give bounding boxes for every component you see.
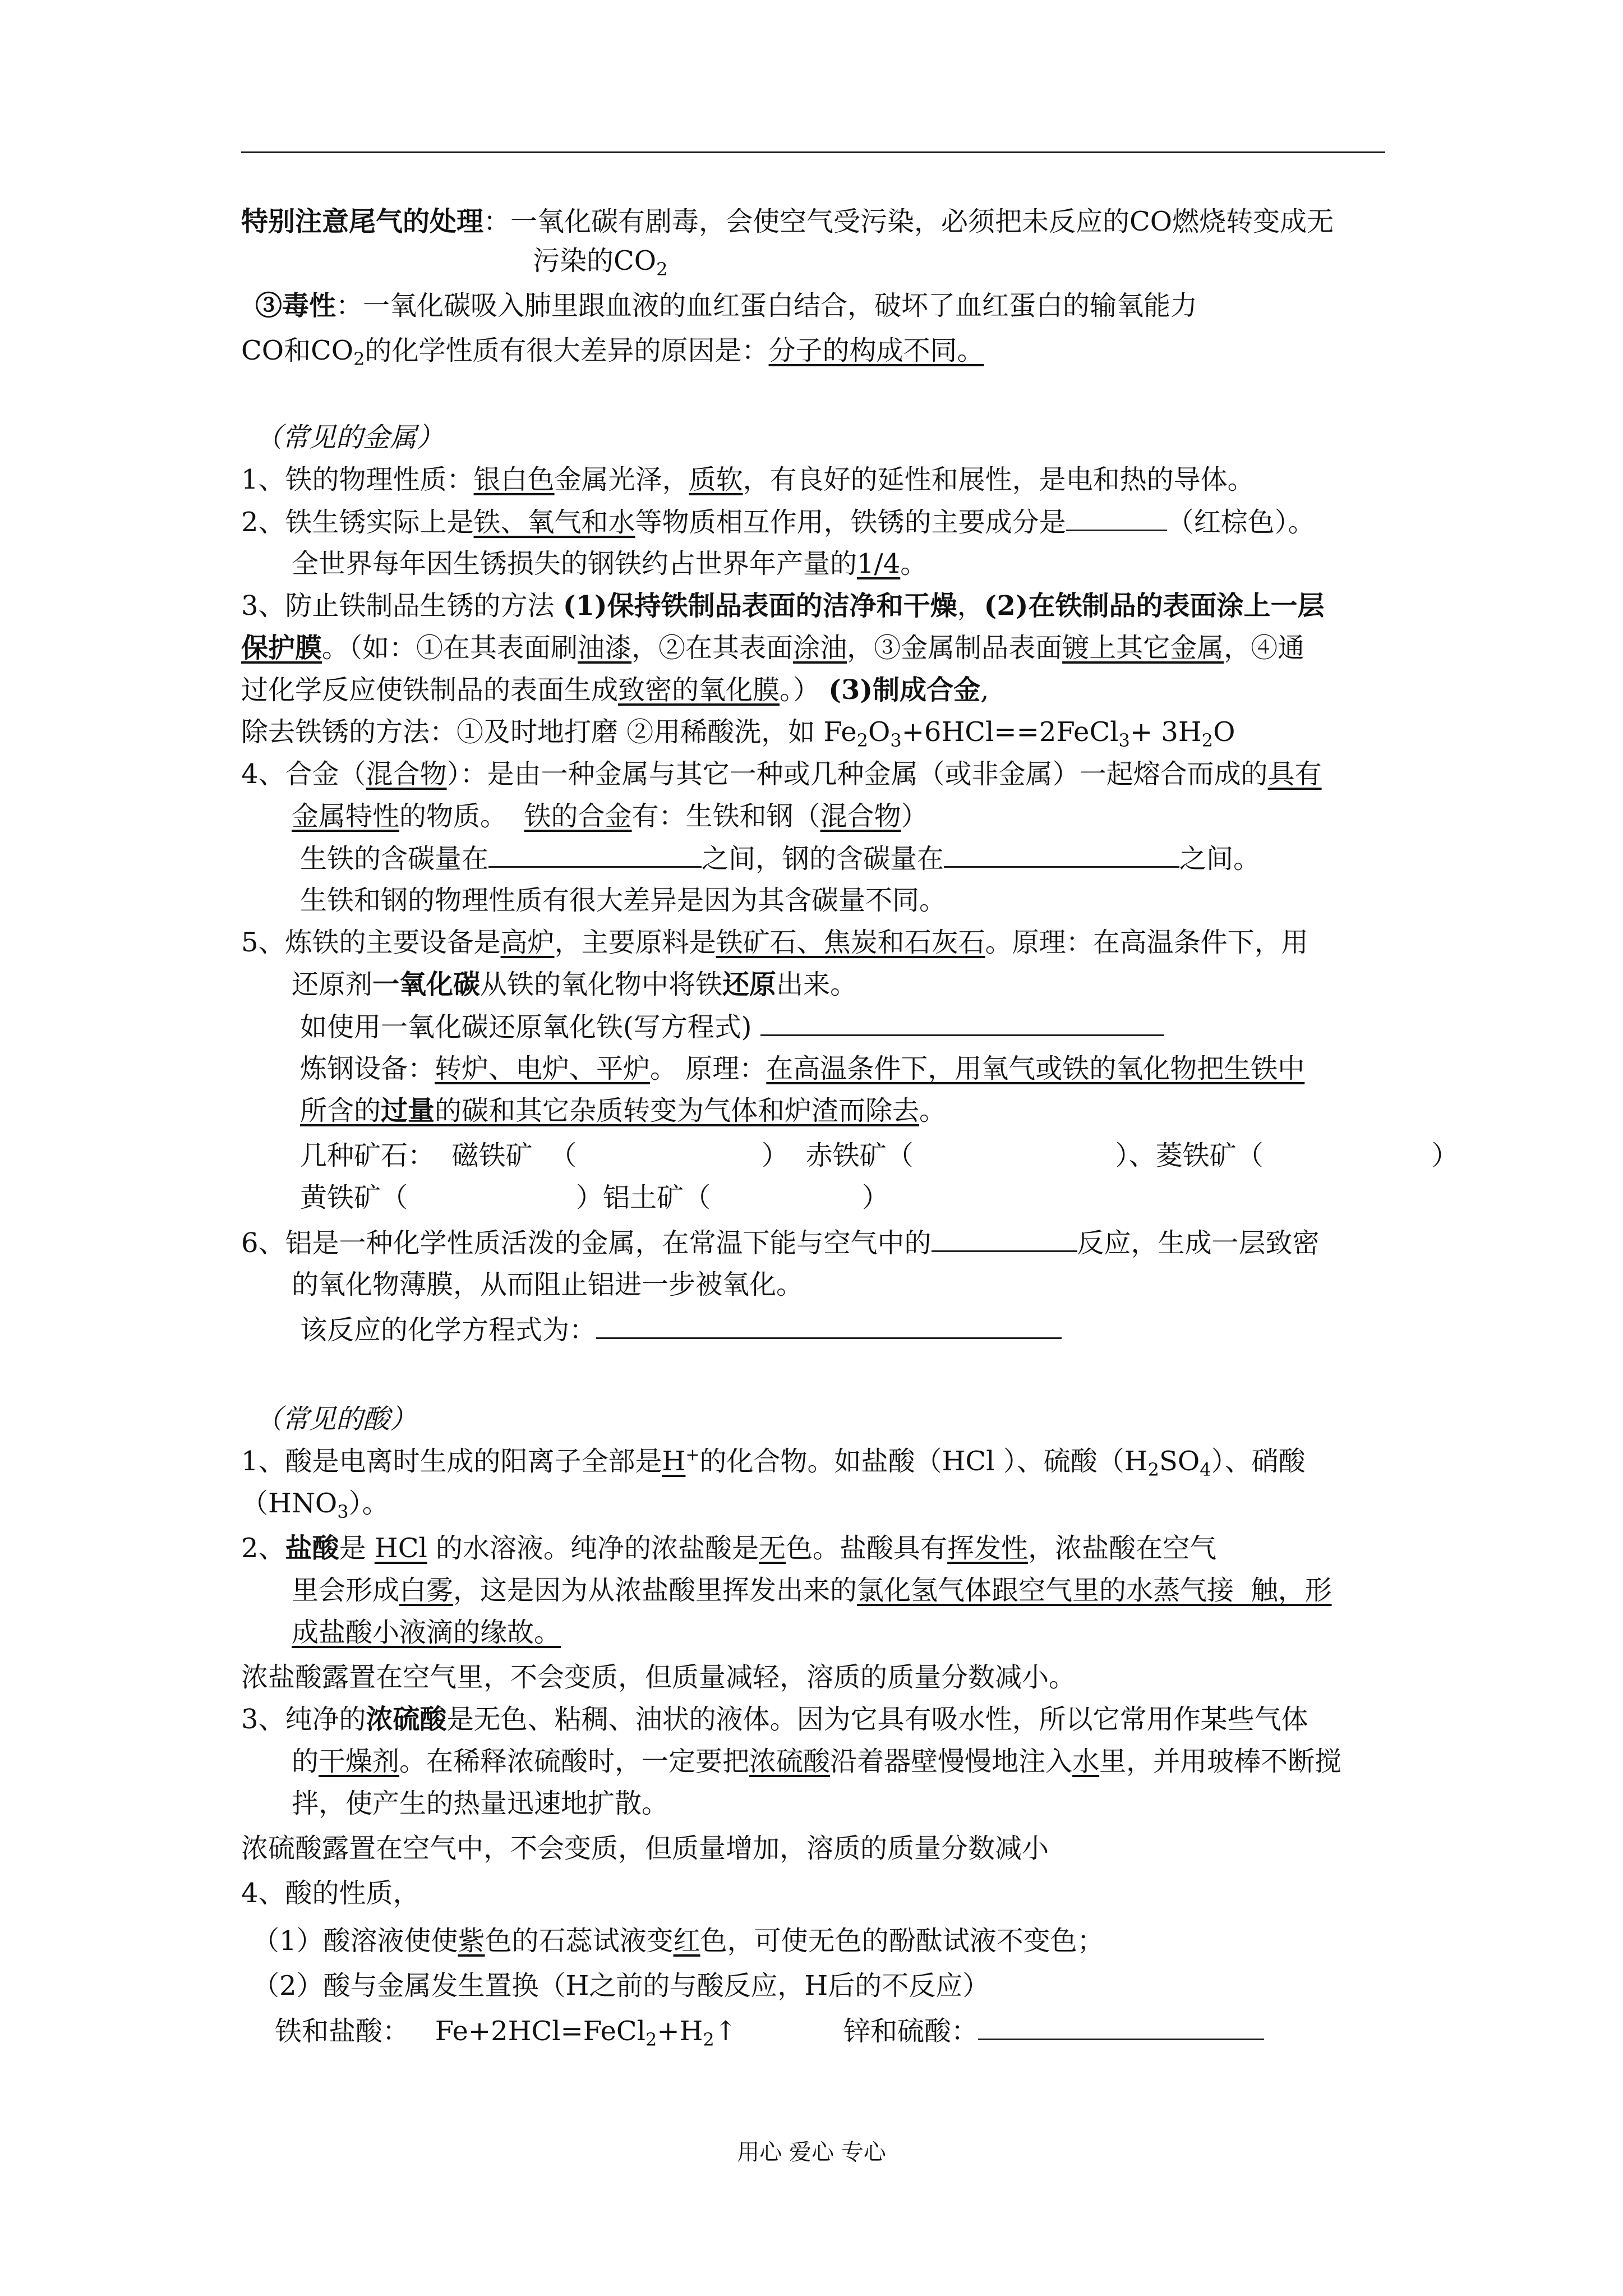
hcl-exposure-note: 浓盐酸露置在空气里，不会变质，但质量减轻，溶质的质量分数减小。 (241, 1662, 1076, 1693)
bold-text: 浓硫酸 (366, 1704, 447, 1735)
underlined-text: 油漆 (578, 632, 632, 664)
text: 从铁的氧化物中将铁 (480, 969, 723, 1000)
underlined-text: 在高温条件下，用氧气或铁的氧化物把生铁中 (766, 1053, 1305, 1084)
text: 。（如：①在其表面刷 (322, 632, 578, 664)
subscript: 2 (645, 2029, 657, 2050)
co-co2-difference-line (241, 334, 984, 370)
text: 。在稀释浓硫酸时，一定要把 (399, 1746, 750, 1777)
metal-item-2-cont (292, 547, 927, 581)
subscript: 3 (890, 730, 902, 751)
text: 生铁的含碳量在 (300, 843, 489, 875)
text: 是无色、粘稠、油状的液体。因为它具有吸水性，所以它常用作某些气体 (446, 1704, 1308, 1735)
underlined-text: 混合物 (820, 800, 901, 832)
text: ）铝土矿（ (576, 1182, 711, 1213)
toxicity-line (255, 289, 1197, 323)
underlined-text: 红 (673, 1925, 700, 1957)
text: ，③金属制品表面 (847, 632, 1063, 664)
subscript: 2 (656, 259, 668, 280)
text: 色的石蕊试液变 (485, 1925, 674, 1957)
bold-text: (3)制成合金 (828, 674, 981, 706)
subscript: 4 (1200, 1459, 1211, 1480)
carbon-content-line (300, 841, 1260, 876)
underlined-text: 水 (1072, 1746, 1100, 1777)
acid-property-1 (252, 1924, 1104, 1958)
text: ↑ (714, 2016, 737, 2047)
underlined-text: 无 (759, 1533, 786, 1564)
text: 如使用一氧化碳还原氧化铁(写方程式) (300, 1011, 752, 1043)
text: 。 原理： (650, 1053, 767, 1084)
underlined-text: 紫 (458, 1925, 485, 1957)
acid-item-1-cont (241, 1487, 389, 1520)
text: 1、酸是电离时生成的阳离子全部是 (241, 1446, 662, 1477)
text: ：一氧化碳吸入肺里跟血液的血红蛋白结合，破坏了血红蛋白的输氧能力 (336, 290, 1198, 321)
text: 炼钢设备： (300, 1053, 435, 1084)
steelmaking-line (300, 1052, 1304, 1085)
text: ）：是由一种金属与其它一种或几种金属（或非金属）一起熔合而成的 (446, 758, 1268, 790)
text: 3、防止铁制品生锈的方法 (241, 590, 563, 622)
underlined-answer: 分子的构成不同。 (768, 335, 984, 366)
text: 3、纯净的 (241, 1704, 366, 1735)
h2so4-exposure-note: 浓硫酸露置在空气中，不会变质，但质量增加，溶质的质量分数减小 (241, 1833, 1049, 1864)
text: 色，可使无色的酚酞试液不变色； (700, 1925, 1104, 1957)
answer-blank[interactable] (596, 1313, 1062, 1339)
text: ）。 (348, 1488, 389, 1519)
underlined-text: 浓硫酸 (749, 1746, 831, 1777)
metal-item-5 (241, 926, 1308, 959)
bold-text: (2)在铁制品的表面涂上一层 (984, 590, 1325, 622)
text: O (868, 716, 891, 748)
text: 还原剂 (292, 969, 373, 1000)
text: ， (957, 590, 984, 622)
text: ，④通 (1224, 632, 1305, 664)
text: ） 赤铁矿（ (762, 1140, 914, 1171)
text: 全世界每年因生锈损失的钢铁约占世界年产量的 (292, 548, 857, 579)
underlined-text: 所含的 (300, 1095, 381, 1126)
underlined-text: H (662, 1446, 686, 1477)
text: 反应，生成一层致密 (1077, 1227, 1320, 1259)
text: 金属光泽， (554, 464, 689, 495)
answer-blank[interactable] (488, 841, 702, 868)
underlined-text: 混合物 (366, 758, 447, 790)
text: 。 (919, 1095, 947, 1126)
text: 几种矿石： 磁铁矿 （ (300, 1140, 577, 1171)
text: 锌和硫酸： (843, 2016, 978, 2047)
metal-item-4 (241, 757, 1322, 791)
ores-line-1 (300, 1139, 1459, 1172)
metal-item-1 (241, 463, 1255, 496)
acid-item-2 (241, 1531, 1216, 1565)
metal-item-5-cont (292, 968, 857, 1001)
underlined-text: 1/4 (857, 548, 901, 579)
text: 过化学反应使铁制品的表面生成 (241, 674, 619, 706)
ores-line-2 (300, 1181, 889, 1214)
answer-blank[interactable] (932, 1226, 1077, 1252)
subscript: 2 (1201, 730, 1214, 751)
header-rule (241, 151, 1385, 153)
text: 色。盐酸具有 (786, 1533, 948, 1564)
text: 。原理：在高温条件下，用 (985, 927, 1308, 958)
text: 。） (780, 674, 829, 706)
text: 的化合物。如盐酸（HCl ）、硫酸（H (699, 1446, 1148, 1477)
underlined-text: 银白色 (473, 464, 555, 495)
text: 的化学性质有很大差异的原因是： (365, 335, 769, 366)
answer-blank[interactable] (1066, 505, 1167, 531)
exhaust-note-line2 (533, 244, 667, 278)
text: 除去铁锈的方法：①及时地打磨 ②用稀酸洗，如 Fe (241, 716, 857, 748)
bold-text: 盐酸 (285, 1533, 339, 1564)
text: 2、 (241, 1533, 285, 1564)
underlined-text: 铁的合金 (524, 800, 632, 832)
acid-item-2-cont1 (292, 1573, 1332, 1607)
underlined-text: 金属特性 (292, 800, 400, 832)
text: 里会形成 (292, 1575, 400, 1606)
text: SO (1159, 1446, 1200, 1477)
text: 有：生铁和钢（ (631, 800, 820, 832)
text: 。 (900, 548, 928, 579)
text: ，这是因为从浓盐酸里挥发出来的 (453, 1575, 857, 1606)
metal-item-3-cont2 (241, 673, 989, 707)
text: + 3H (1129, 716, 1202, 748)
underlined-text: 过量 (381, 1095, 435, 1126)
acid-item-1 (241, 1444, 1306, 1478)
underlined-text: 致密的氧化膜 (618, 674, 780, 706)
text: ：一氧化碳有剧毒，会使空气受污染，必须把未反应的CO燃烧转变成无 (483, 206, 1334, 237)
acid-section-title: （常见的酸） (255, 1404, 417, 1435)
answer-blank[interactable] (760, 1010, 1164, 1036)
bold-text: 保护膜 (241, 632, 322, 664)
text: , (980, 674, 989, 706)
metal-item-6 (241, 1226, 1320, 1260)
equation-prompt-line (300, 1010, 1164, 1044)
underlined-text: 白雾 (399, 1575, 454, 1606)
text: ，有良好的延性和展性，是电和热的导体。 (743, 464, 1255, 495)
underlined-text: 质软 (689, 464, 743, 495)
acid-item-2-cont2 (292, 1616, 561, 1649)
metal-item-3 (241, 589, 1324, 623)
text: 等物质相互作用，铁锈的主要成分是 (635, 507, 1066, 538)
aluminum-equation-line (300, 1313, 1062, 1347)
answer-blank[interactable] (944, 841, 1179, 868)
subscript: 2 (856, 730, 868, 751)
text: 里，并用玻棒不断搅 (1099, 1746, 1342, 1777)
text: 6、铝是一种化学性质活泼的金属，在常温下能与空气中的 (241, 1227, 932, 1259)
text: O (1213, 716, 1235, 748)
text: 的物质。 (399, 800, 524, 832)
text: ） (901, 800, 928, 832)
superscript: + (685, 1445, 700, 1465)
text: 之间，钢的含碳量在 (702, 843, 944, 875)
text: ，②在其表面 (631, 632, 794, 664)
acid-item-4: 4、酸的性质， (241, 1878, 420, 1909)
metal-item-4-note: 生铁和钢的物理性质有很大差异是因为其含碳量不同。 (300, 885, 947, 916)
text: +H (657, 2016, 703, 2047)
underlined-text: 转炉、电炉、平炉 (435, 1053, 651, 1084)
exhaust-note-line1 (241, 205, 1334, 238)
text: 出来。 (776, 969, 857, 1000)
underlined-text: 具有 (1267, 758, 1322, 790)
subscript: 3 (1118, 730, 1130, 751)
subscript: 3 (337, 1501, 349, 1522)
text: 沿着器壁慢慢地注入 (830, 1746, 1073, 1777)
subscript: 2 (703, 2029, 714, 2050)
bold-text: (1)保持铁制品表面的洁净和干燥 (562, 590, 957, 622)
text: 黄铁矿（ (300, 1182, 408, 1213)
text: 之间。 (1179, 843, 1261, 875)
answer-blank[interactable] (978, 2014, 1264, 2040)
text: （红棕色）。 (1166, 507, 1315, 538)
text: ）、硝酸 (1211, 1446, 1306, 1477)
underlined-text: 的碳和其它杂质转变为气体和炉渣而除去 (435, 1095, 920, 1126)
text: 5、炼铁的主要设备是 (241, 927, 501, 958)
bold-text: 一氧化碳 (372, 969, 481, 1000)
metal-section-title: （常见的金属） (255, 422, 444, 453)
underlined-text: 涂油 (793, 632, 847, 664)
text: 2、铁生锈实际上是 (241, 507, 474, 538)
acid-item-3-cont2: 拌，使产生的热量迅速地扩散。 (292, 1788, 669, 1819)
underlined-text: 镀上其它金属 (1062, 632, 1224, 664)
text: 该反应的化学方程式为： (300, 1314, 597, 1346)
page-footer: 用心 爱心 专心 (737, 2139, 886, 2165)
underlined-text: 高炉 (500, 927, 555, 958)
text: （1）酸溶液使使 (252, 1925, 458, 1957)
subscript: 2 (1147, 1459, 1159, 1480)
underlined-text: 干燥剂 (319, 1746, 400, 1777)
text: CO和CO (241, 335, 354, 366)
metal-item-3-cont1 (241, 631, 1304, 665)
text: 是 (339, 1533, 375, 1564)
underlined-text: 铁矿石、焦炭和石灰石 (716, 927, 985, 958)
text: 污染的CO (533, 245, 657, 277)
text: （HNO (241, 1488, 338, 1519)
metal-item-4-cont (292, 799, 928, 833)
text: ） (862, 1182, 889, 1213)
exhaust-note-heading: 特别注意尾气的处理 (241, 206, 484, 237)
underlined-text: 成盐酸小液滴的缘故。 (292, 1617, 561, 1648)
underlined-text: 挥发性 (947, 1533, 1029, 1564)
bold-text: 还原 (722, 969, 777, 1000)
text: 1、铁的物理性质： (241, 464, 474, 495)
text: ） (1431, 1140, 1459, 1171)
underlined-text: 氯化氢气体跟空气里的水蒸气接 触，形 (857, 1575, 1332, 1606)
steelmaking-line-cont (300, 1094, 946, 1128)
text: +6HCl==2FeCl (901, 716, 1119, 748)
acid-item-3 (241, 1703, 1308, 1736)
text: ，浓盐酸在空气 (1028, 1533, 1217, 1564)
iron-hcl-equation (275, 2014, 1264, 2048)
text: 铁和盐酸： Fe+2HCl=FeCl (275, 2016, 645, 2047)
underlined-text: HCl (374, 1533, 427, 1564)
metal-item-2 (241, 505, 1315, 539)
toxicity-heading: ③毒性 (255, 290, 336, 321)
subscript: 2 (353, 348, 365, 370)
text: ，主要原料是 (554, 927, 716, 958)
text: 的 (292, 1746, 319, 1777)
text: 4、合金（ (241, 758, 366, 790)
text: ）、菱铁矿（ (1115, 1140, 1264, 1171)
underlined-text: 铁、氧气和水 (473, 507, 635, 538)
acid-property-2: （2）酸与金属发生置换（H之前的与酸反应，H后的不反应） (252, 1970, 990, 2001)
text: 的水溶液。纯净的浓盐酸是 (427, 1533, 759, 1564)
rust-removal-line (241, 715, 1235, 749)
acid-item-3-cont1 (292, 1745, 1341, 1778)
metal-item-6-cont: 的氧化物薄膜，从而阻止铝进一步被氧化。 (292, 1269, 804, 1300)
